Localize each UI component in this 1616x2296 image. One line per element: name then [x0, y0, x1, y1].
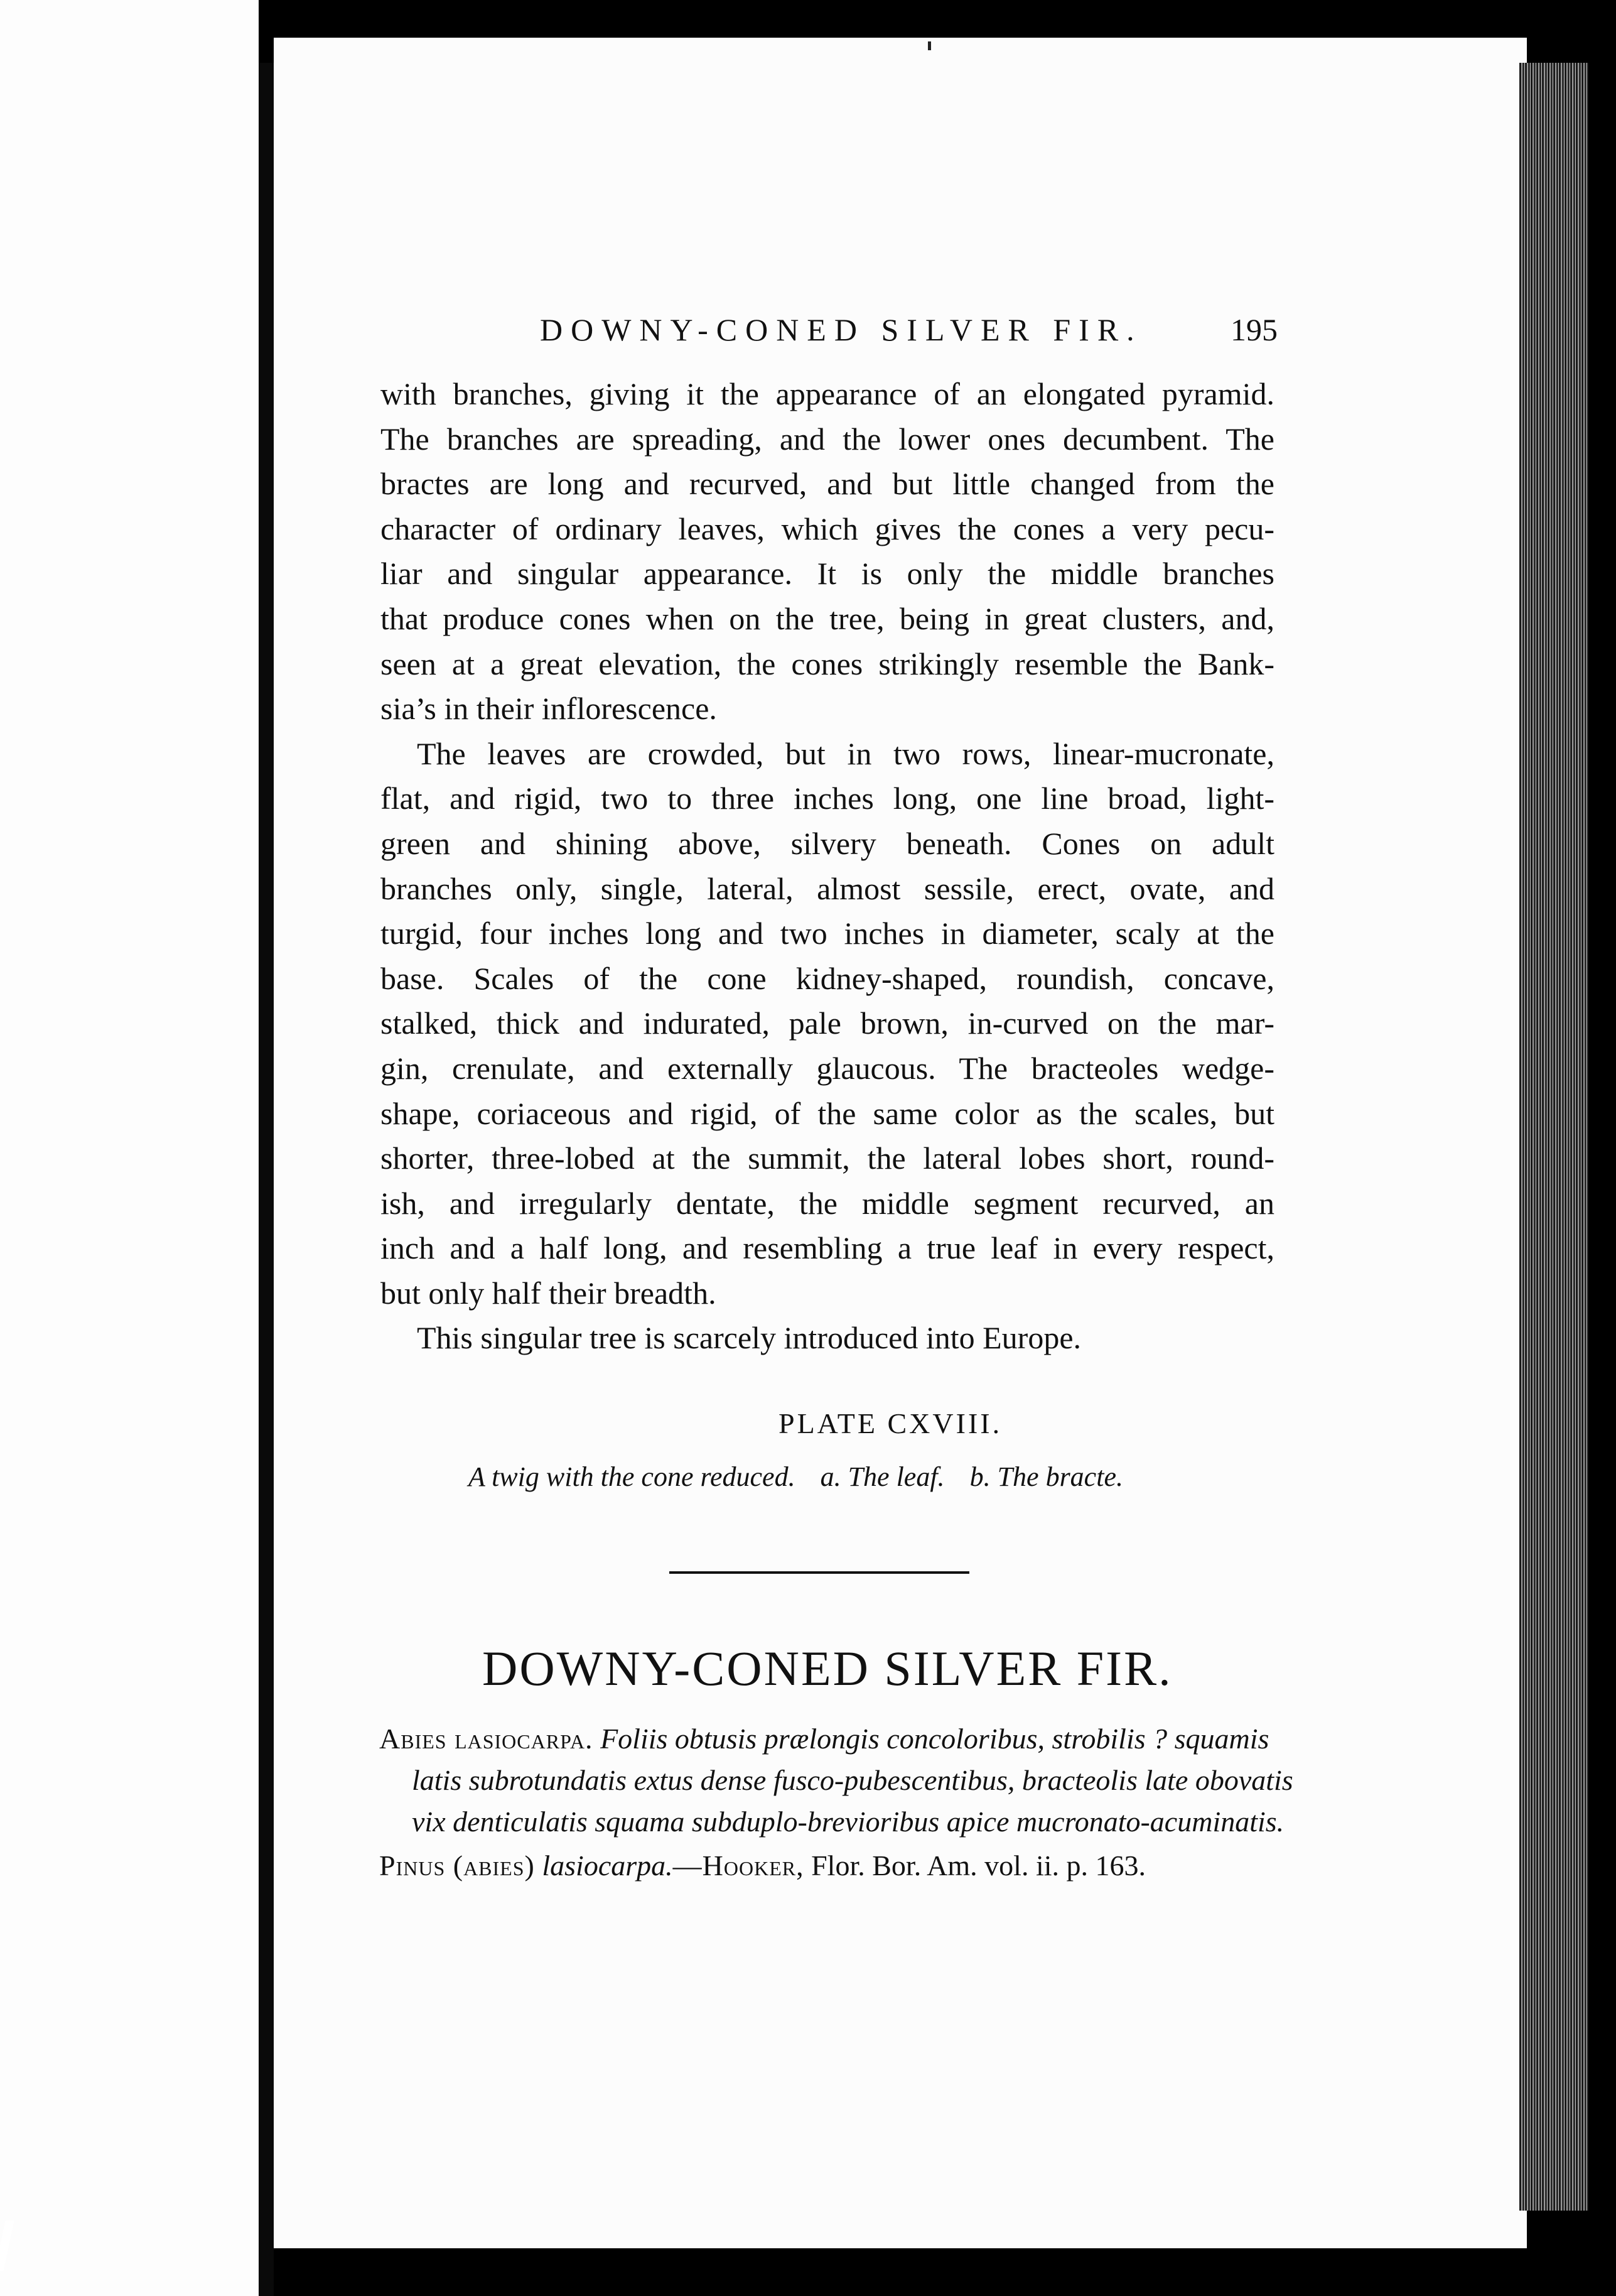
synonym-species: lasiocarpa. [542, 1849, 673, 1882]
page-number: 195 [1231, 312, 1278, 347]
body-line: The leaves are crowded, but in two rows, linear-mucronate, [417, 735, 1274, 771]
body-line: with branches, giving it the appearance of an elongated pyramid. [380, 376, 1274, 411]
body-line: stalked, thick and indurated, pale brown, in-curved on the mar- [380, 1005, 1274, 1041]
plate-title: PLATE CXVIII. [778, 1407, 1003, 1439]
synonym-line [379, 1845, 1273, 1887]
section-divider [669, 1571, 969, 1574]
body-line: character of ordinary leaves, which gives the cones a very pecu- [380, 511, 1274, 546]
book-gutter [259, 63, 274, 2296]
body-line: sia’s in their inflorescence. [380, 691, 717, 727]
plate-caption-a: a. The leaf. [820, 1461, 945, 1492]
body-text [380, 372, 1274, 1361]
body-line: shape, coriaceous and rigid, of the same color as the scales, but [380, 1095, 1274, 1131]
body-line: but only half their breadth. [380, 1275, 716, 1311]
synonym-author: —Hooker, [672, 1849, 804, 1882]
synonym-name: Pinus (abies) [379, 1849, 535, 1882]
body-line: bractes are long and recurved, and but little changed from the [380, 466, 1274, 502]
body-line: base. Scales of the cone kidney-shaped, roundish, concave, [380, 960, 1274, 996]
synonym-line: latis subrotundatis extus dense fusco-pubescentibus, bracteolis late obovatis [412, 1764, 1293, 1796]
body-line: branches only, single, lateral, almost sessile, erect, ovate, and [380, 870, 1274, 906]
body-line: turgid, four inches long and two inches in diameter, scaly at the [380, 916, 1274, 951]
scan-mark [928, 41, 931, 50]
synonym-text: Foliis obtusis prælongis concoloribus, strobilis ? squamis [600, 1723, 1269, 1755]
body-line: gin, crenulate, and externally glaucous. The bracteoles wedge- [380, 1050, 1274, 1086]
synonym-line [379, 1718, 1273, 1760]
body-line: inch and a half long, and resembling a true leaf in every respect, [380, 1230, 1274, 1266]
body-line: seen at a great elevation, the cones strikingly resemble the Bank- [380, 646, 1274, 681]
body-line: liar and singular appearance. It is only the middle branches [380, 556, 1274, 592]
synonym-line: vix denticulatis squama subduplo-brevioribus apice mucronato-acuminatis. [412, 1806, 1285, 1838]
plate-caption-b: b. The bracte. [969, 1461, 1123, 1492]
body-line: ish, and irregularly dentate, the middle segment recurved, an [380, 1185, 1274, 1221]
left-facing-page [0, 0, 259, 2296]
body-line: The branches are spreading, and the lower ones decumbent. The [380, 421, 1274, 457]
body-line: flat, and rigid, two to three inches long, one line broad, light- [380, 781, 1274, 816]
page-edges [1519, 63, 1588, 2211]
plate-caption [468, 1461, 1123, 1493]
section-title: DOWNY-CONED SILVER FIR. [482, 1641, 1173, 1696]
body-line: green and shining above, silvery beneath. Cones on adult [380, 825, 1274, 861]
synonym-name: Abies lasiocarpa. [379, 1723, 593, 1755]
body-line: shorter, three-lobed at the summit, the lateral lobes short, round- [380, 1140, 1274, 1176]
running-head: DOWNY-CONED SILVER FIR. [540, 312, 1143, 347]
plate-caption-main: A twig with the cone reduced. [468, 1461, 795, 1492]
body-line: This singular tree is scarcely introduced into Europe. [417, 1320, 1082, 1356]
body-line: that produce cones when on the tree, being in great clusters, and, [380, 600, 1274, 636]
synonym-reference: Flor. Bor. Am. vol. ii. p. 163. [811, 1849, 1146, 1882]
